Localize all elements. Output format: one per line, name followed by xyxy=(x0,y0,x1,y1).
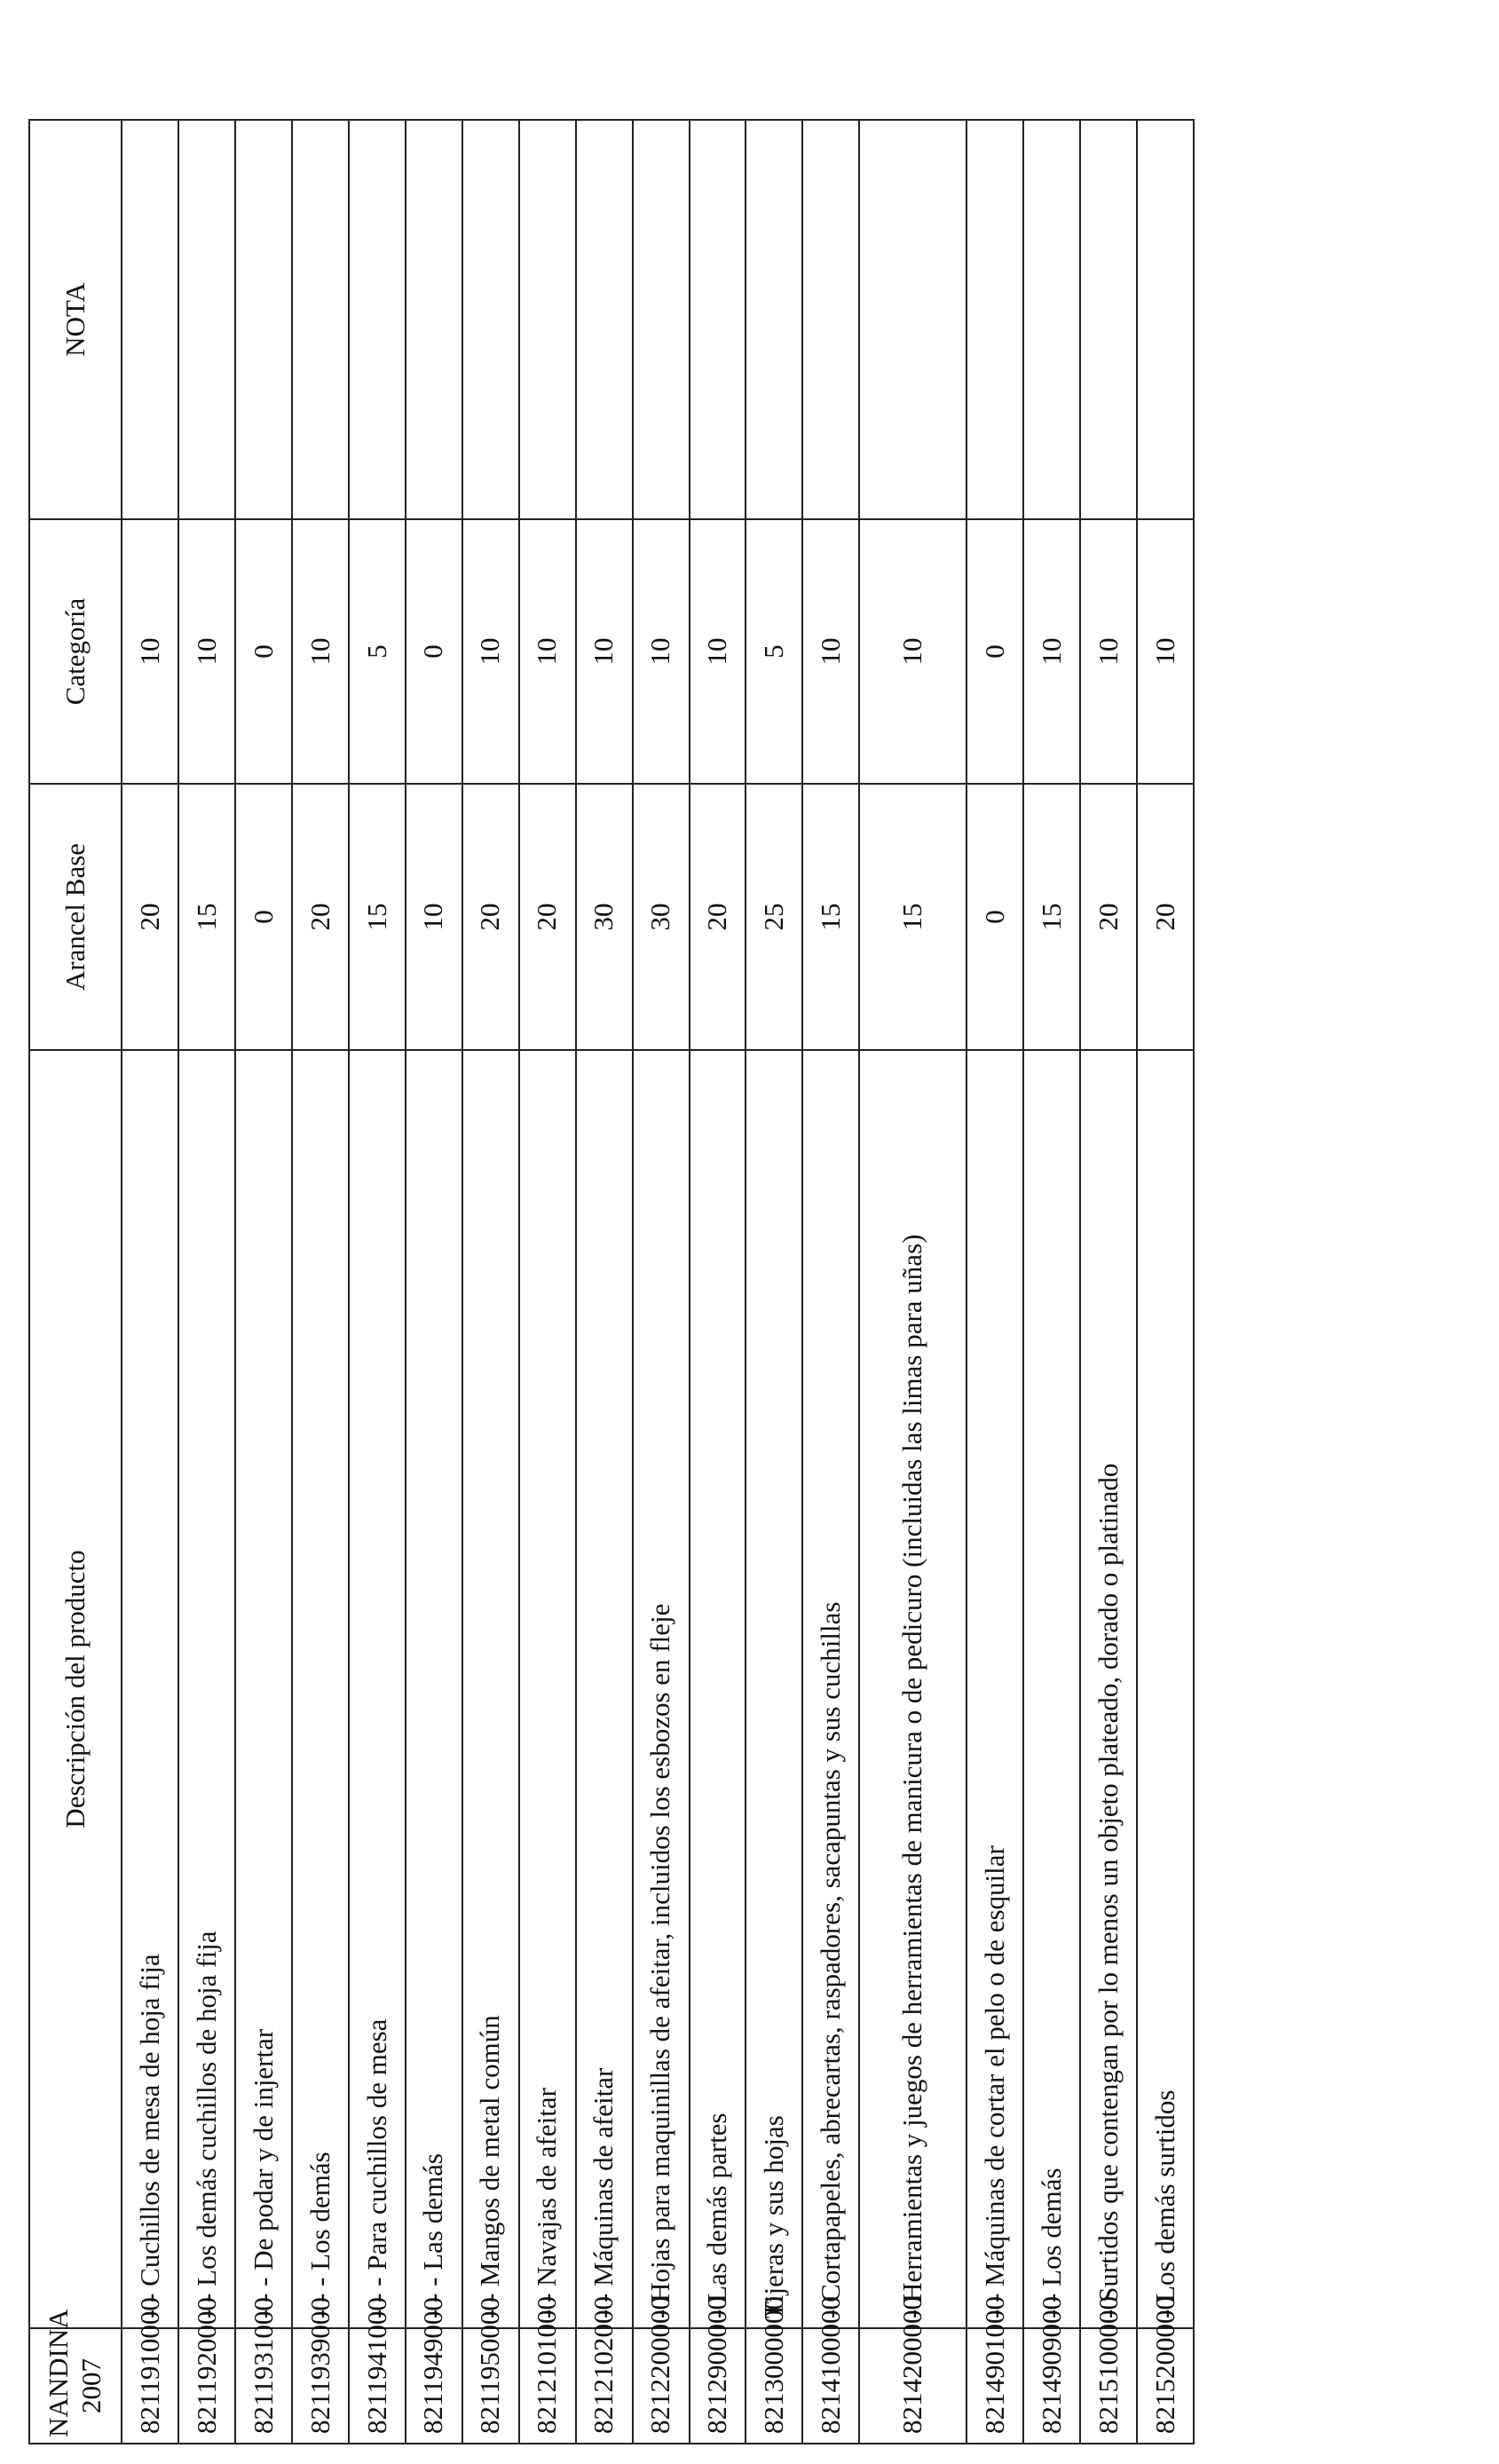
nota-cell xyxy=(746,120,802,519)
categoria-cell: 10 xyxy=(462,519,519,784)
nandina-code-cell: 8212900000 xyxy=(690,2328,746,2444)
nota-cell xyxy=(859,120,966,519)
product-description-cell: - - Mangos de metal común xyxy=(462,1050,519,2328)
product-description-cell: - - Máquinas de cortar el pelo o de esquilar xyxy=(966,1050,1023,2328)
product-description-cell: Tijeras y sus hojas xyxy=(746,1050,802,2328)
categoria-cell: 10 xyxy=(1023,519,1080,784)
header-arancel-base: Arancel Base xyxy=(29,784,122,1050)
nota-cell xyxy=(122,120,178,519)
nandina-code-cell: 8211920000 xyxy=(178,2328,235,2444)
table-row xyxy=(633,120,690,2444)
nota-cell xyxy=(178,120,235,519)
categoria-cell: 10 xyxy=(802,519,859,784)
categoria-cell: 10 xyxy=(690,519,746,784)
product-description-cell: - - - Los demás xyxy=(292,1050,349,2328)
table-row xyxy=(859,120,966,2444)
table-row xyxy=(690,120,746,2444)
arancel-base-cell: 20 xyxy=(519,784,576,1050)
tariff-table-rotated xyxy=(28,121,1195,2444)
nandina-code-cell: 8211941000 xyxy=(349,2328,406,2444)
table-row xyxy=(576,120,633,2444)
nandina-code-cell: 8211910000 xyxy=(122,2328,178,2444)
arancel-base-cell: 15 xyxy=(802,784,859,1050)
product-description-cell: - - - De podar y de injertar xyxy=(235,1050,292,2328)
categoria-cell: 10 xyxy=(519,519,576,784)
nota-cell xyxy=(576,120,633,519)
arancel-base-cell: 15 xyxy=(178,784,235,1050)
table-row xyxy=(122,120,178,2444)
product-description-cell: - - Máquinas de afeitar xyxy=(576,1050,633,2328)
nandina-code-cell: 8215100000 xyxy=(1080,2328,1137,2444)
arancel-base-cell: 15 xyxy=(1023,784,1080,1050)
product-description-cell: - - Navajas de afeitar xyxy=(519,1050,576,2328)
nandina-code-cell: 8213000000 xyxy=(746,2328,802,2444)
table-row xyxy=(349,120,406,2444)
table-row xyxy=(802,120,859,2444)
table-row xyxy=(1023,120,1080,2444)
table-row xyxy=(462,120,519,2444)
product-description-cell: - Herramientas y juegos de herramientas de manicura o de pedicuro (incluidas las limas para uñas) xyxy=(859,1050,966,2328)
nota-cell xyxy=(292,120,349,519)
categoria-cell: 10 xyxy=(292,519,349,784)
categoria-cell: 5 xyxy=(349,519,406,784)
nota-cell xyxy=(1137,120,1194,519)
arancel-base-cell: 10 xyxy=(406,784,462,1050)
categoria-cell: 10 xyxy=(576,519,633,784)
categoria-cell: 10 xyxy=(178,519,235,784)
nandina-code-cell: 8214909000 xyxy=(1023,2328,1080,2444)
table-row xyxy=(178,120,235,2444)
header-nandina: NANDINA 2007 xyxy=(29,2328,122,2444)
arancel-base-cell: 0 xyxy=(235,784,292,1050)
table-row xyxy=(966,120,1023,2444)
nandina-code-cell: 8211931000 xyxy=(235,2328,292,2444)
product-description-cell: - - Los demás cuchillos de hoja fija xyxy=(178,1050,235,2328)
nota-cell xyxy=(966,120,1023,519)
product-description-cell: - - Cuchillos de mesa de hoja fija xyxy=(122,1050,178,2328)
nota-cell xyxy=(349,120,406,519)
table-row xyxy=(519,120,576,2444)
categoria-cell: 0 xyxy=(406,519,462,784)
header-categoria: Categoría xyxy=(29,519,122,784)
nota-cell xyxy=(633,120,690,519)
categoria-cell: 5 xyxy=(746,519,802,784)
categoria-cell: 10 xyxy=(1080,519,1137,784)
nandina-code-cell: 8212101000 xyxy=(519,2328,576,2444)
arancel-base-cell: 20 xyxy=(1080,784,1137,1050)
table-row xyxy=(235,120,292,2444)
nota-cell xyxy=(802,120,859,519)
product-description-cell: - - - Las demás xyxy=(406,1050,462,2328)
tariff-table xyxy=(28,119,1195,2444)
table-row xyxy=(406,120,462,2444)
nandina-code-cell: 8215200000 xyxy=(1137,2328,1194,2444)
arancel-base-cell: 30 xyxy=(576,784,633,1050)
arancel-base-cell: 0 xyxy=(966,784,1023,1050)
product-description-cell: - Hojas para maquinillas de afeitar, incluidos los esbozos en fleje xyxy=(633,1050,690,2328)
categoria-cell: 0 xyxy=(966,519,1023,784)
categoria-cell: 10 xyxy=(122,519,178,784)
nandina-code-cell: 8212200000 xyxy=(633,2328,690,2444)
header-descripcion: Descripción del producto xyxy=(29,1050,122,2328)
table-row xyxy=(292,120,349,2444)
arancel-base-cell: 30 xyxy=(633,784,690,1050)
table-row xyxy=(1080,120,1137,2444)
header-nota: NOTA xyxy=(29,120,122,519)
arancel-base-cell: 15 xyxy=(349,784,406,1050)
arancel-base-cell: 15 xyxy=(859,784,966,1050)
nandina-code-cell: 8214901000 xyxy=(966,2328,1023,2444)
categoria-cell: 10 xyxy=(633,519,690,784)
arancel-base-cell: 20 xyxy=(292,784,349,1050)
nandina-code-cell: 8211950000 xyxy=(462,2328,519,2444)
product-description-cell: - Los demás surtidos xyxy=(1137,1050,1194,2328)
nandina-code-cell: 8214100000 xyxy=(802,2328,859,2444)
nota-cell xyxy=(690,120,746,519)
nandina-code-cell: 8211949000 xyxy=(406,2328,462,2444)
product-description-cell: - Cortapapeles, abrecartas, raspadores, sacapuntas y sus cuchillas xyxy=(802,1050,859,2328)
arancel-base-cell: 20 xyxy=(690,784,746,1050)
nandina-code-cell: 8211939000 xyxy=(292,2328,349,2444)
table-row xyxy=(746,120,802,2444)
nota-cell xyxy=(406,120,462,519)
product-description-cell: - Surtidos que contengan por lo menos un objeto plateado, dorado o platinado xyxy=(1080,1050,1137,2328)
nandina-code-cell: 8212102000 xyxy=(576,2328,633,2444)
nota-cell xyxy=(519,120,576,519)
table-row xyxy=(1137,120,1194,2444)
arancel-base-cell: 25 xyxy=(746,784,802,1050)
nota-cell xyxy=(1023,120,1080,519)
nota-cell xyxy=(1080,120,1137,519)
header-row xyxy=(29,120,122,2444)
nandina-code-cell: 8214200000 xyxy=(859,2328,966,2444)
categoria-cell: 10 xyxy=(859,519,966,784)
product-description-cell: - Las demás partes xyxy=(690,1050,746,2328)
categoria-cell: 10 xyxy=(1137,519,1194,784)
nota-cell xyxy=(235,120,292,519)
product-description-cell: - - Los demás xyxy=(1023,1050,1080,2328)
product-description-cell: - - - Para cuchillos de mesa xyxy=(349,1050,406,2328)
arancel-base-cell: 20 xyxy=(1137,784,1194,1050)
nota-cell xyxy=(462,120,519,519)
categoria-cell: 0 xyxy=(235,519,292,784)
arancel-base-cell: 20 xyxy=(122,784,178,1050)
arancel-base-cell: 20 xyxy=(462,784,519,1050)
